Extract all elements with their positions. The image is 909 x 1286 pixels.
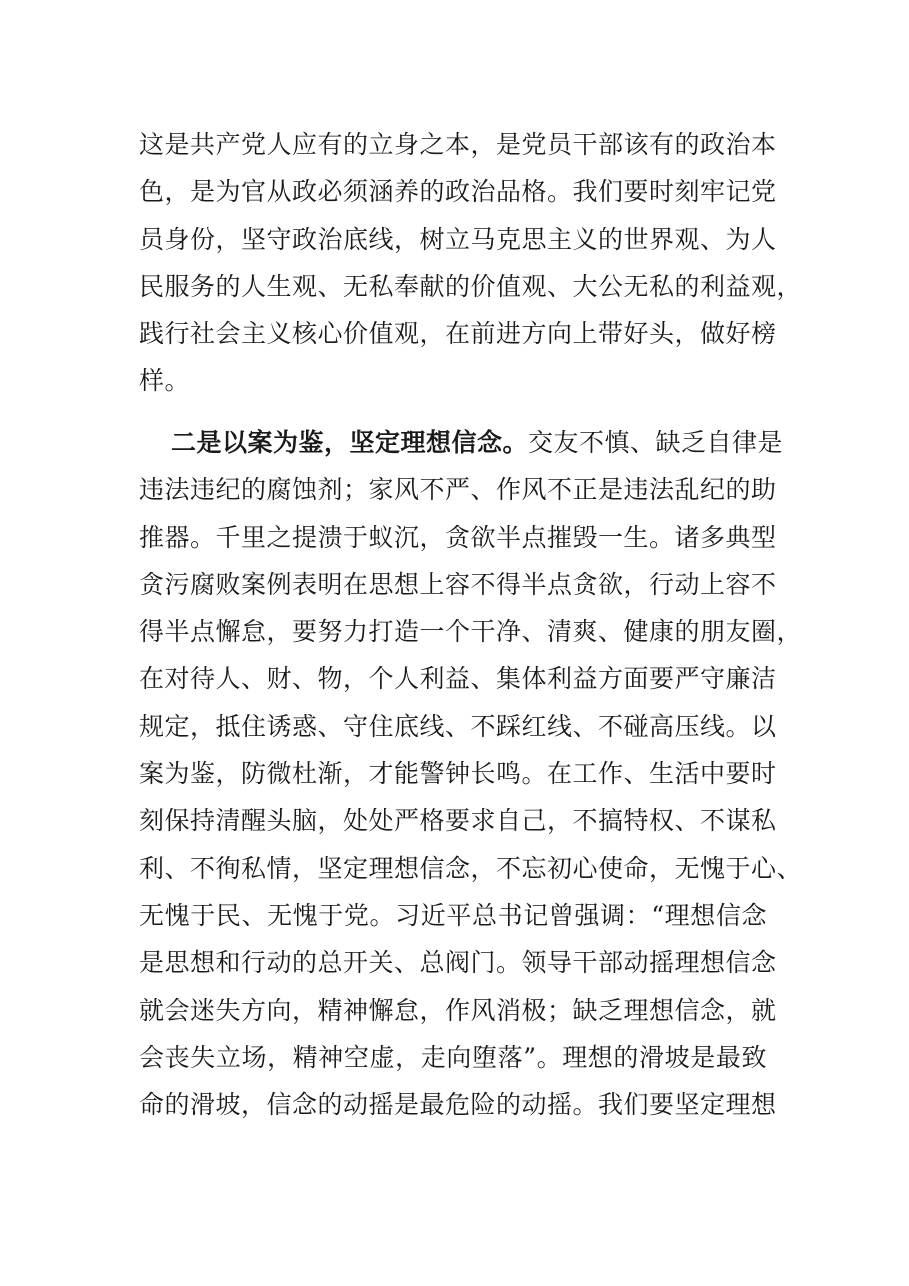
paragraph-1: [139, 121, 803, 405]
section-heading: 二是以案为鉴，坚定理想信念。: [171, 428, 529, 457]
paragraph-line-rest: 交友不慎、缺乏自律是: [528, 428, 784, 457]
paragraph-line: 就会迷失方向，精神懈怠，作风消极；缺乏理想信念，就: [139, 995, 777, 1025]
paragraph-line: 是思想和行动的总开关、总阀门。领导干部动摇理想信念: [139, 948, 777, 978]
paragraph-2: [139, 419, 803, 1128]
paragraph-line: 样。: [139, 366, 191, 396]
paragraph-line: 无愧于民、无愧于党。习近平总书记曾强调：“理想信念: [139, 900, 767, 930]
paragraph-line: 命的滑坡，信念的动摇是最危险的动摇。我们要坚定理想: [139, 1090, 777, 1120]
paragraph-line: 推器。千里之提溃于蚁沉，贪欲半点摧毁一生。诸多典型: [139, 522, 777, 552]
paragraph-line: 贪污腐败案例表明在思想上容不得半点贪欲，行动上容不: [139, 569, 777, 599]
paragraph-first-line: [139, 419, 784, 466]
paragraph-line: 在对待人、财、物，个人利益、集体利益方面要严守廉洁: [139, 664, 777, 694]
paragraph-line: 这是共产党人应有的立身之本，是党员干部该有的政治本: [139, 130, 777, 159]
paragraph-line: 得半点懈怠，要努力打造一个干净、清爽、健康的朋友圈，: [139, 617, 803, 647]
paragraph-line: 员身份，坚守政治底线，树立马克思主义的世界观、为人: [139, 224, 777, 254]
paragraph-line: 利、不徇私情，坚定理想信念，不忘初心使命，无愧于心、: [139, 853, 803, 883]
paragraph-line: 刻保持清醒头脑，处处严格要求自己，不搞特权、不谋私: [139, 806, 777, 836]
paragraph-line: 案为鉴，防微杜渐，才能警钟长鸣。在工作、生活中要时: [139, 759, 777, 789]
paragraph-line: 民服务的人生观、无私奉献的价值观、大公无私的利益观，: [139, 271, 803, 301]
paragraph-line: 违法违纪的腐蚀剂；家风不严、作风不正是违法乱纪的助: [139, 475, 777, 505]
paragraph-line: 色，是为官从政必须涵养的政治品格。我们要时刻牢记党: [139, 177, 777, 207]
paragraph-line: 会丧失立场，精神空虚，走向堕落”。理想的滑坡是最致: [139, 1042, 767, 1072]
paragraph-line: 践行社会主义核心价值观，在前进方向上带好头，做好榜: [139, 319, 777, 349]
paragraph-line: 规定，抵住诱惑、守住底线、不踩红线、不碰高压线。以: [139, 711, 777, 741]
